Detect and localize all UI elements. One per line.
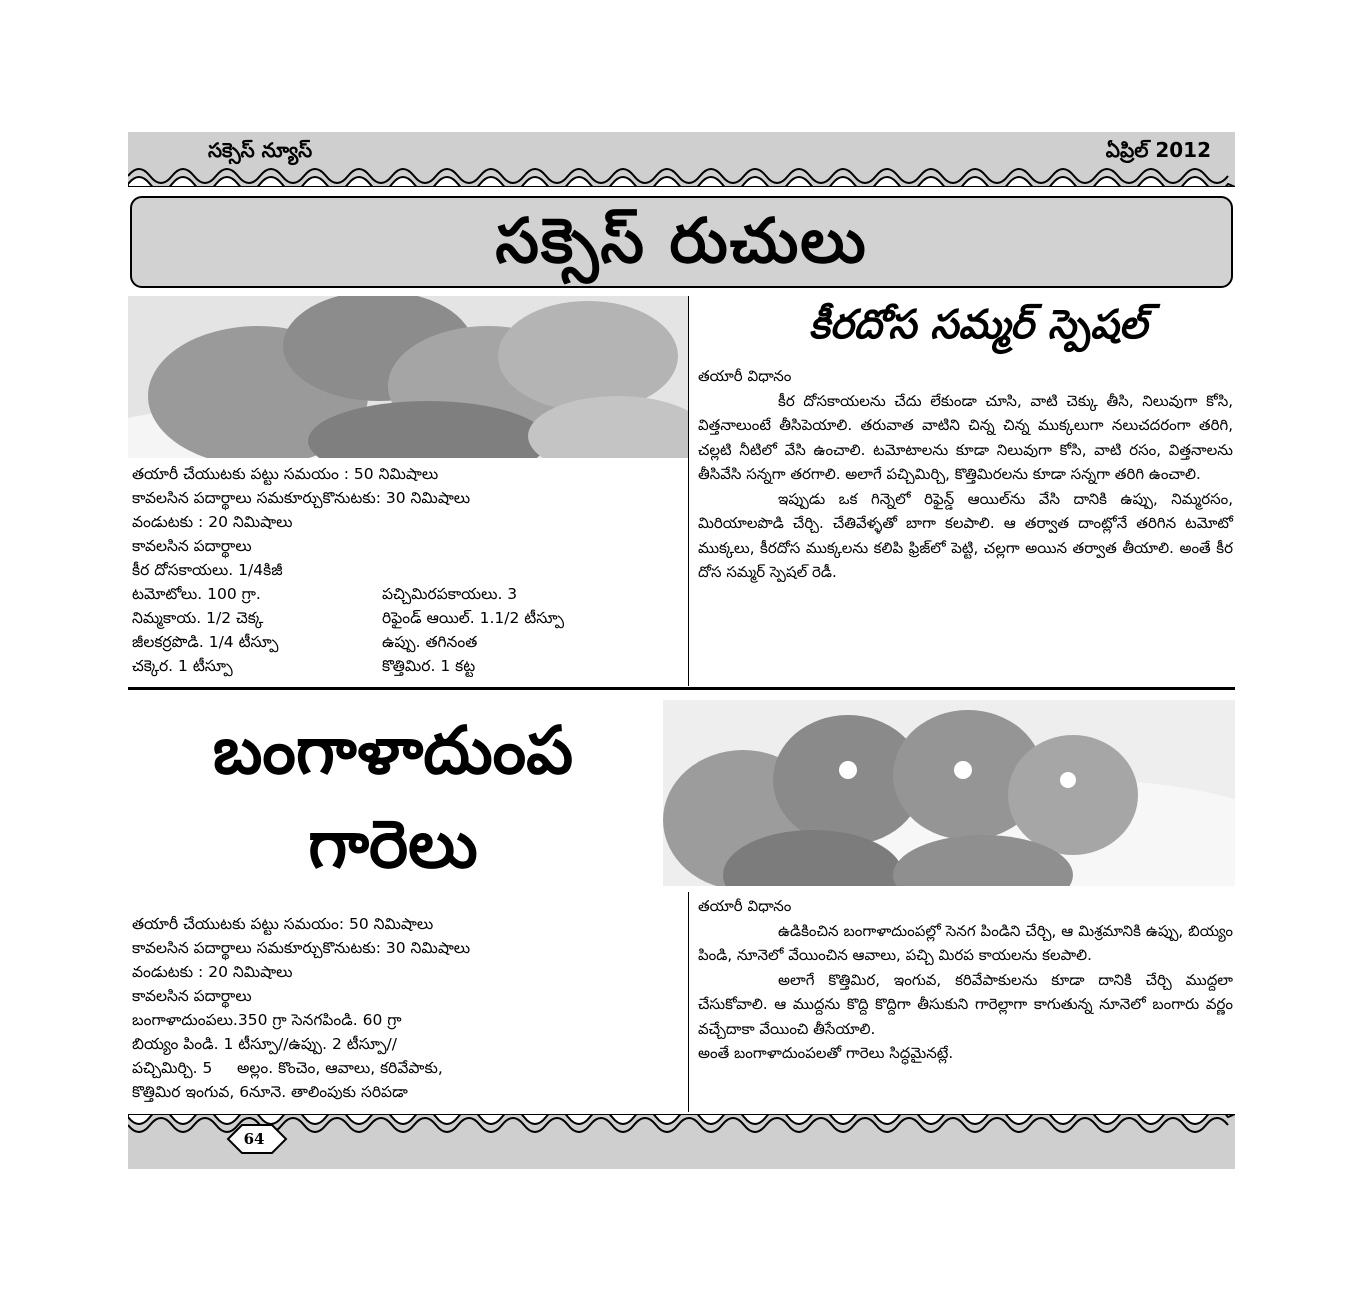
method-heading: తయారీ విధానం	[698, 367, 792, 385]
ingredient: కొత్తిమిర. 1 కట్ట	[382, 657, 476, 675]
recipe2-method	[698, 894, 1233, 1066]
method-heading: తయారీ విధానం	[698, 897, 792, 915]
footer-band	[128, 1114, 1235, 1169]
column-divider	[688, 892, 689, 1112]
ingredient: రిఫైండ్ ఆయిల్. 1.1/2 టీస్పూ	[382, 609, 565, 627]
recipe2-title	[128, 704, 658, 892]
time-line: వండుటకు : 20 నిమిషాలు	[132, 963, 293, 981]
method-paragraph: కీర దోసకాయలను చేదు లేకుండా చూసి, వాటి చెక్కు తీసి, నిలువుగా కోసి, విత్తనాలుంటే తీసిపెయాలి. తరువాత వాటిని చిన్న చిన్న ముక్కలుగా నలుచదరంగా తరిగి, చల్లటి నీటిలో వేసి ఉంచాలి. టమోటాలను కూడా నిలువుగా కోసి, వాటి రసం, విత్తనాలను తీసివేసి సన్నగా తరగాలి. అలాగే పచ్చిమిర్చి, కొత్తిమిరలను కూడా సన్నగా తరిగి ఉంచాలి.	[698, 391, 1233, 483]
ingredient-line: కీర దోసకాయలు. 1/4కిజీ	[132, 561, 283, 579]
ingredient-row	[132, 606, 687, 630]
time-line: తయారీ చేయుటకు పట్టు సమయం: 50 నిమిషాలు	[132, 915, 434, 933]
ingredient: జీలకర్రపొడి. 1/4 టీస్పూ	[132, 633, 279, 651]
magazine-name: సక్సెస్ న్యూస్	[208, 138, 313, 162]
recipe1-method	[698, 364, 1233, 585]
vada-image	[663, 700, 1235, 886]
method-paragraph: అంతే బంగాళాదుంపలతో గారెలు సిద్ధమైనట్లే.	[698, 1044, 954, 1062]
ingredient-line: కొత్తిమిర ఇంగువ, 6నూనె. తాలింపుకు సరిపడా	[132, 1083, 408, 1101]
magazine-page	[128, 132, 1235, 1169]
ingredients-heading: కావలసిన పదార్థాలు	[132, 987, 252, 1005]
ingredient-row	[132, 630, 687, 654]
section-title-box	[130, 196, 1233, 288]
ingredient: టమోటోలు. 100 గ్రా.	[132, 585, 261, 603]
section-divider	[128, 687, 1235, 690]
method-paragraph: అలాగే కొత్తిమిర, ఇంగువ, కరివేపాకులను కూడా దానికి చేర్చి ముద్దలా చేసుకోవాలి. ఆ ముద్దను కొద్ది కొద్దిగా తీసుకుని గారెల్లాగా కాగుతున్న నూనెలో బంగారు వర్ణం వచ్చేదాకా వేయించి తీసేయాలి.	[698, 970, 1233, 1038]
ingredient: పచ్చిమిరపకాయలు. 3	[382, 585, 518, 603]
time-line: కావలసిన పదార్థాలు సమకూర్చుకొనుటకు: 30 నిమిషాలు	[132, 939, 471, 957]
recipe1-title: కీరదోస సమ్మర్ స్పెషల్	[808, 302, 1148, 348]
time-line: తయారీ చేయుటకు పట్టు సమయం : 50 నిమిషాలు	[132, 465, 439, 483]
ingredient-row	[132, 582, 687, 606]
recipe1-photo	[128, 296, 688, 458]
ingredient: ఉప్పు. తగినంత	[382, 633, 478, 651]
header-band	[128, 132, 1235, 187]
ingredient-row	[132, 654, 687, 678]
wave-border-decoration	[128, 1114, 1235, 1169]
recipe2-ingredients	[132, 912, 687, 1104]
ingredients-heading: కావలసిన పదార్థాలు	[132, 537, 252, 555]
time-line: వండుటకు : 20 నిమిషాలు	[132, 513, 293, 531]
issue-date: ఏప్రిల్ 2012	[1105, 138, 1211, 162]
ingredient: నిమ్మకాయ. 1/2 చెక్క	[132, 609, 264, 627]
ingredient-line: బియ్యం పిండి. 1 టీస్పూ//ఉప్పు. 2 టీస్పూ//	[132, 1035, 397, 1053]
recipe2-photo	[663, 700, 1235, 886]
column-divider	[688, 296, 689, 686]
page-number: 64	[243, 1130, 265, 1148]
time-line: కావలసిన పదార్థాలు సమకూర్చుకొనుటకు: 30 నిమిషాలు	[132, 489, 471, 507]
section-title: సక్సెస్ రుచులు	[495, 204, 868, 277]
ingredient: చక్కెర. 1 టీస్పూ	[132, 657, 233, 675]
fried-snack-image	[128, 296, 688, 458]
recipe2-title-line: గారెలు	[308, 806, 478, 883]
recipe2-title-line: బంగాళాదుంప	[212, 712, 574, 789]
method-paragraph: ఇప్పుడు ఒక గిన్నెలో రిఫైన్డ్ ఆయిల్‌ను వేసి దానికి ఉప్పు, నిమ్మరసం, మిరియాలపొడి చేర్చి. చేతివేళ్ళతో బాగా కలపాలి. ఆ తర్వాత దాంట్లోనే తరిగిన టమోటో ముక్కలు, కీరదోస ముక్కలను కలిపి ఫ్రిజ్‌లో పెట్టి, చల్లగా అయిన తర్వాత తీయాలి. అంతే కీర దోస సమ్మర్ స్పెషల్ రెడీ.	[698, 489, 1233, 581]
recipe1-ingredients	[132, 462, 687, 678]
method-paragraph: ఉడికించిన బంగాళాదుంపల్లో సెనగ పిండిని చేర్చి, ఆ మిశ్రమానికి ఉప్పు, బియ్యం పిండి, నూనెలో వేయించిన ఆవాలు, పచ్చి మిరప కాయలను కలపాలి.	[698, 921, 1233, 964]
ingredient-line: బంగాళాదుంపలు.350 గ్రా సెనగపిండి. 60 గ్రా	[132, 1011, 402, 1029]
ingredient-line: పచ్చిమిర్చి. 5 అల్లం. కొంచెం, ఆవాలు, కరివేపాకు,	[132, 1059, 443, 1077]
